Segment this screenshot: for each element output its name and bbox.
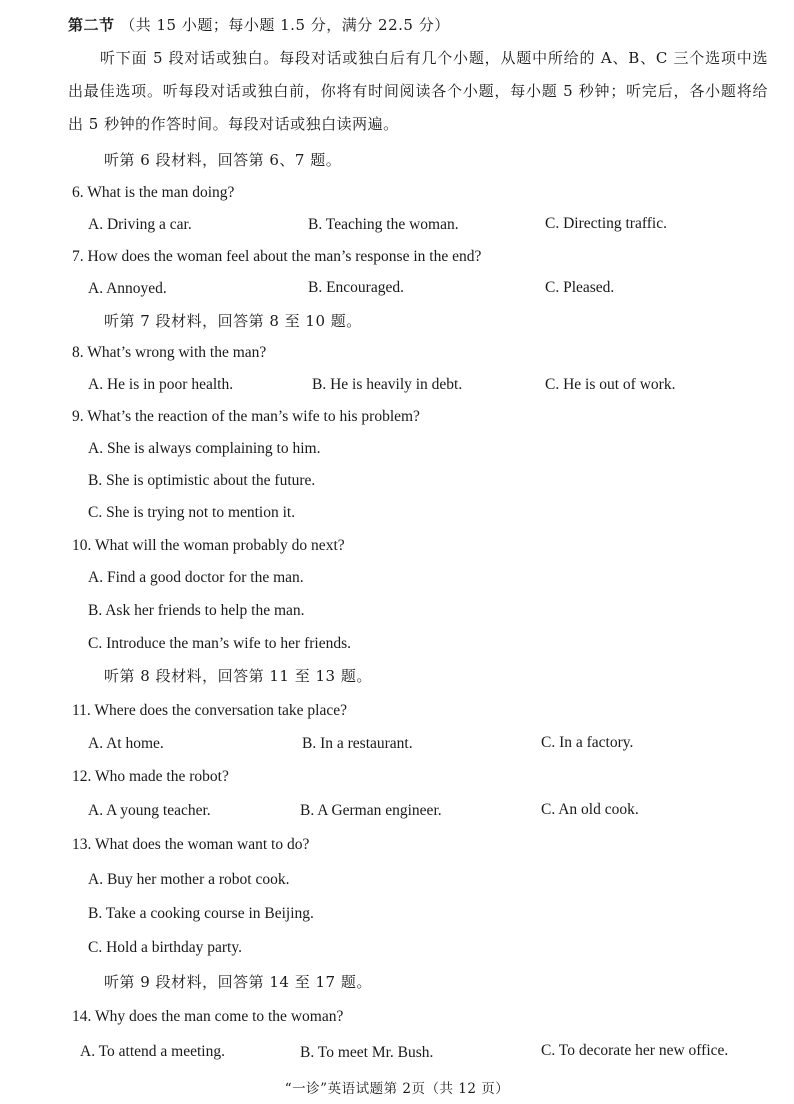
- question-10-stem: 10. What will the woman probably do next?: [72, 537, 345, 554]
- question-12-option-c: C. An old cook.: [541, 801, 639, 818]
- question-11-option-b: B. In a restaurant.: [302, 735, 413, 752]
- section-instructions: 听下面 5 段对话或独白。每段对话或独白后有几个小题，从题中所给的 A、B、C 三个选项中选出最佳选项。听每段对话或独白前，你将有时间阅读各个小题，每小题 5 秒钟；听完后，各小题将给出 5 秒钟的作答时间。每段对话或独白读两遍。: [68, 49, 768, 133]
- question-11-stem: 11. Where does the conversation take place?: [72, 702, 348, 719]
- question-13-option-b: B. Take a cooking course in Beijing.: [88, 905, 314, 922]
- question-6-option-c: C. Directing traffic.: [545, 215, 667, 232]
- question-8-option-b: B. He is heavily in debt.: [312, 376, 463, 393]
- question-13-option-c: C. Hold a birthday party.: [88, 939, 242, 956]
- question-14-option-a: A. To attend a meeting.: [80, 1043, 225, 1060]
- question-12-option-b: B. A German engineer.: [300, 802, 442, 819]
- question-7-stem: 7. How does the woman feel about the man’s response in the end?: [72, 248, 482, 265]
- question-13-stem: 13. What does the woman want to do?: [72, 836, 310, 853]
- question-11-option-c: C. In a factory.: [541, 734, 634, 751]
- question-14-option-c: C. To decorate her new office.: [541, 1042, 729, 1059]
- question-6-stem: 6. What is the man doing?: [72, 184, 235, 201]
- section-info: （共 15 小题；每小题 1.5 分，满分 22.5 分）: [120, 16, 450, 34]
- question-8-stem: 8. What’s wrong with the man?: [72, 344, 267, 361]
- question-14-stem: 14. Why does the man come to the woman?: [72, 1008, 344, 1025]
- question-10-option-a: A. Find a good doctor for the man.: [88, 569, 304, 586]
- question-6-option-a: A. Driving a car.: [88, 216, 192, 233]
- question-9-stem: 9. What’s the reaction of the man’s wife to his problem?: [72, 408, 420, 425]
- question-9-option-c: C. She is trying not to mention it.: [88, 504, 296, 521]
- question-7-option-c: C. Pleased.: [545, 279, 615, 296]
- section-title: 第二节: [68, 16, 115, 34]
- question-14-option-b: B. To meet Mr. Bush.: [300, 1044, 434, 1061]
- question-7-option-a: A. Annoyed.: [88, 280, 167, 297]
- group-intro-8: 听第 8 段材料，回答第 11 至 13 题。: [104, 667, 372, 685]
- question-11-option-a: A. At home.: [88, 735, 164, 752]
- group-intro-7: 听第 7 段材料，回答第 8 至 10 题。: [104, 312, 362, 330]
- group-intro-9: 听第 9 段材料，回答第 14 至 17 题。: [104, 973, 372, 991]
- page-footer: “一诊”英语试题第 2页（共 12 页）: [284, 1081, 510, 1097]
- question-8-option-c: C. He is out of work.: [545, 376, 676, 393]
- question-8-option-a: A. He is in poor health.: [88, 376, 234, 393]
- question-10-option-b: B. Ask her friends to help the man.: [88, 602, 305, 619]
- group-intro-6: 听第 6 段材料，回答第 6、7 题。: [104, 151, 342, 169]
- question-12-option-a: A. A young teacher.: [88, 802, 211, 819]
- question-12-stem: 12. Who made the robot?: [72, 768, 229, 785]
- question-13-option-a: A. Buy her mother a robot cook.: [88, 871, 290, 888]
- section-heading: [68, 15, 450, 35]
- question-7-option-b: B. Encouraged.: [308, 279, 404, 296]
- question-9-option-b: B. She is optimistic about the future.: [88, 472, 316, 489]
- question-10-option-c: C. Introduce the man’s wife to her friends.: [88, 635, 351, 652]
- question-9-option-a: A. She is always complaining to him.: [88, 440, 321, 457]
- question-6-option-b: B. Teaching the woman.: [308, 216, 459, 233]
